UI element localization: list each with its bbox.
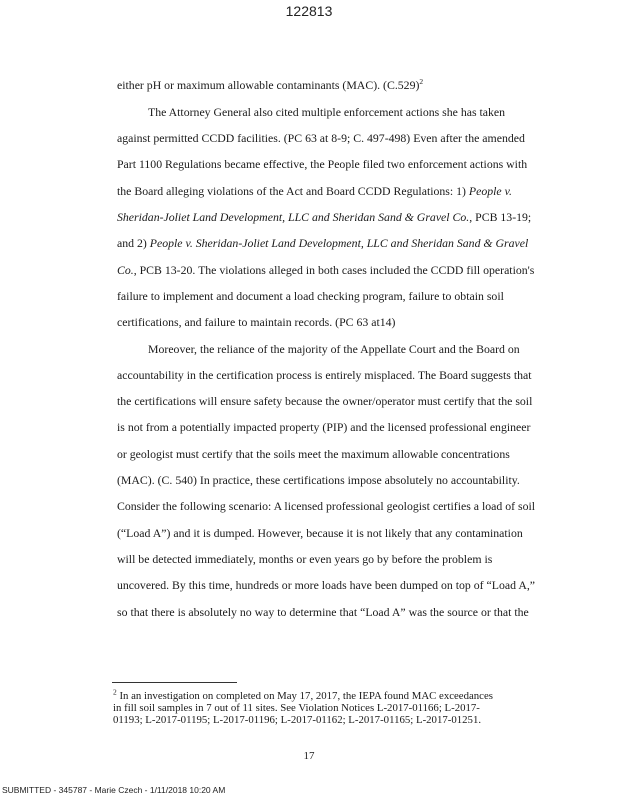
body-line: Co., PCB 13-20. The violations alleged in both cases included the CCDD fill operation's [117, 263, 535, 277]
body-line: (MAC). (C. 540) In practice, these certifications impose absolutely no accountability. [117, 473, 520, 487]
body-line: Consider the following scenario: A licensed professional geologist certifies a load of soil [117, 499, 536, 513]
body-line: accountability in the certification process is entirely misplaced. The Board suggests that [117, 368, 532, 382]
body-line: uncovered. By this time, hundreds or more loads have been dumped on top of “Load A,” [117, 578, 536, 592]
body-line: Part 1100 Regulations became effective, the People filed two enforcement actions with [117, 157, 528, 171]
body-line: either pH or maximum allowable contaminants (MAC). $(C.529)^2$ [117, 77, 424, 92]
footnote-line: 01193; L-2017-01195; L-2017-01196; L-2017-01162; L-2017-01165; L-2017-01251. [113, 714, 482, 726]
body-line: will be detected immediately, months or even years go by before the problem is [117, 552, 493, 566]
document-number: 122813 [285, 3, 333, 19]
body-line: so that there is absolutely no way to determine that “Load A” was the source or that the [117, 605, 529, 619]
body-line: is not from a potentially impacted property (PIP) and the licensed professional engineer [117, 420, 531, 434]
footnote-line: $^2$ In an investigation on completed on May 17, 2017, the IEPA found MAC exceedances [113, 687, 493, 702]
body-line: Moreover, the reliance of the majority of the Appellate Court and the Board on [148, 342, 520, 356]
body-line: failure to implement and document a load checking program, failure to obtain soil [117, 289, 504, 303]
submission-stamp: SUBMITTED - 345787 - Marie Czech - 1/11/2018 10:20 AM [2, 785, 226, 795]
body-line: or geologist must certify that the soils meet the maximum allowable concentrations [117, 447, 510, 461]
body-line: certifications, and failure to maintain records. (PC 63 at14) [117, 315, 396, 329]
body-line: (“Load A”) and it is dumped. However, because it is not likely that any contamination [117, 526, 523, 540]
body-line: Sheridan-Joliet Land Development, LLC and Sheridan Sand & Gravel Co., PCB 13-19; [117, 210, 532, 224]
footnote-line: in fill soil samples in 7 out of 11 sites. See Violation Notices L-2017-01166; L-2017- [113, 702, 480, 714]
body-line: The Attorney General also cited multiple enforcement actions she has taken [148, 105, 506, 119]
body-line: and 2) People v. Sheridan-Joliet Land Development, LLC and Sheridan Sand & Gravel [117, 236, 529, 250]
page-number: 17 [303, 750, 315, 762]
body-line: against permitted CCDD facilities. (PC 63 at 8-9; C. 497-498) Even after the amended [117, 131, 525, 145]
footnote-separator [112, 682, 237, 683]
body-line: the certifications will ensure safety because the owner/operator must certify that the soil [117, 394, 533, 408]
body-line: the Board alleging violations of the Act and Board CCDD Regulations: 1) People v. [117, 184, 512, 198]
